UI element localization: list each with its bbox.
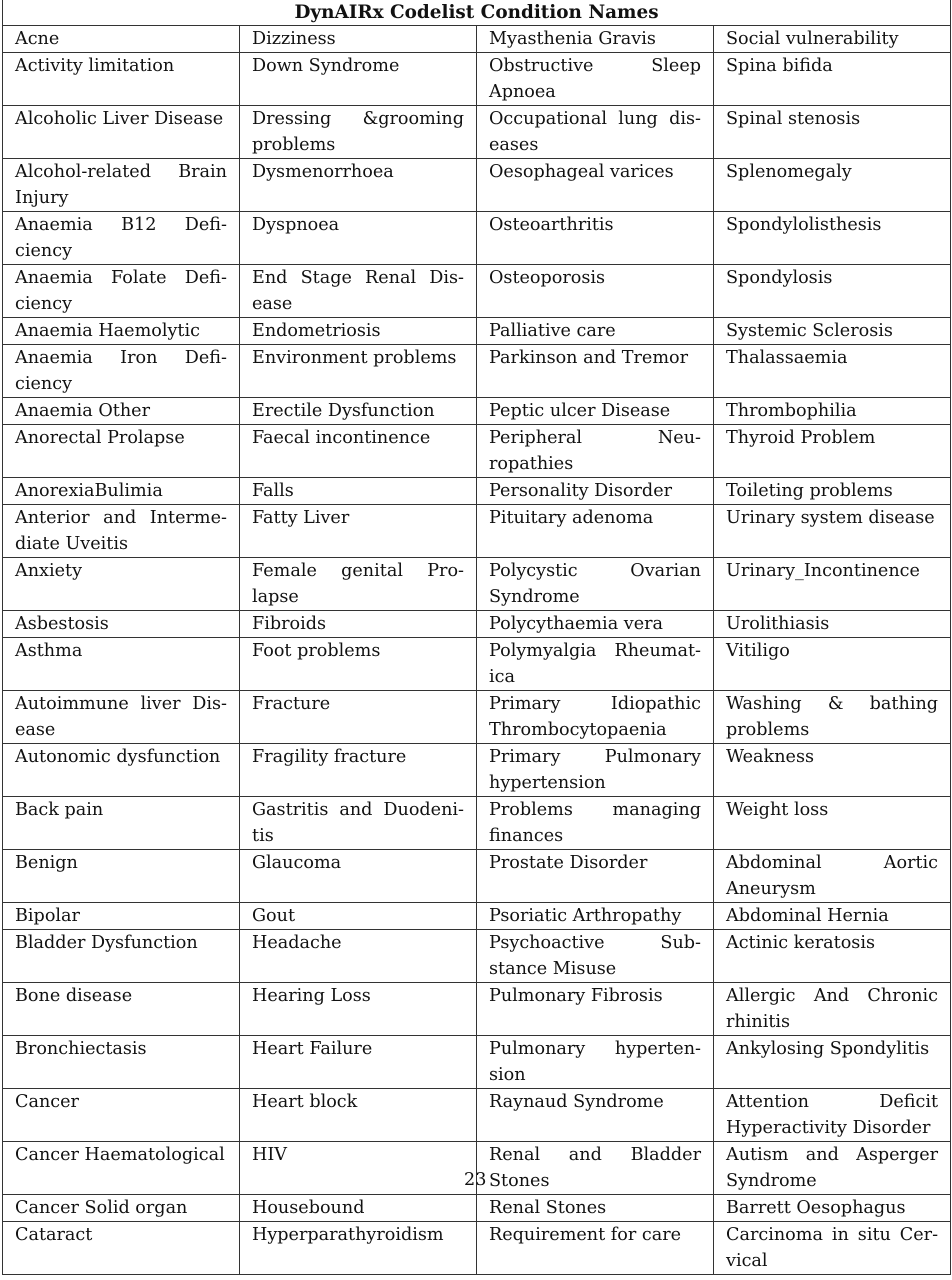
table-cell: Weakness — [714, 744, 951, 797]
table-cell: Acne — [3, 26, 240, 53]
table-cell: Falls — [240, 478, 477, 505]
table-row — [3, 691, 951, 744]
table-row — [3, 983, 951, 1036]
table-cell: Anaemia Other — [3, 398, 240, 425]
table-body — [3, 26, 951, 1275]
table-cell: Splenomegaly — [714, 159, 951, 212]
table-cell: Pituitary adenoma — [477, 505, 714, 558]
table-title-row — [3, 0, 951, 26]
table-cell: Cancer Haematological — [3, 1142, 240, 1195]
table-cell: Obstructive Sleep Apnoea — [477, 53, 714, 106]
table-cell: Bipolar — [3, 903, 240, 930]
table-cell: Peptic ulcer Disease — [477, 398, 714, 425]
table-cell: Hyperparathyroidism — [240, 1222, 477, 1275]
table-cell: Cataract — [3, 1222, 240, 1275]
table-cell: Spondylosis — [714, 265, 951, 318]
table-cell: Thrombophilia — [714, 398, 951, 425]
table-row — [3, 1089, 951, 1142]
table-cell: Fibroids — [240, 611, 477, 638]
table-cell: Hearing Loss — [240, 983, 477, 1036]
table-cell: Social vulnerability — [714, 26, 951, 53]
table-cell: Carcinoma in situ Cervical — [714, 1222, 951, 1275]
table-cell: Asbestosis — [3, 611, 240, 638]
table-row — [3, 638, 951, 691]
table-row — [3, 558, 951, 611]
table-cell: Heart block — [240, 1089, 477, 1142]
table-row — [3, 1195, 951, 1222]
table-cell: Vitiligo — [714, 638, 951, 691]
table-cell: Osteoarthritis — [477, 212, 714, 265]
table-cell: Washing & bathing problems — [714, 691, 951, 744]
table-cell: Cancer — [3, 1089, 240, 1142]
table-row — [3, 478, 951, 505]
table-cell: Glaucoma — [240, 850, 477, 903]
table-cell: Foot problems — [240, 638, 477, 691]
table-cell: Headache — [240, 930, 477, 983]
table-cell: Psychoactive Substance Misuse — [477, 930, 714, 983]
table-cell: Spina bifida — [714, 53, 951, 106]
table-cell: Polycystic Ovarian Syndrome — [477, 558, 714, 611]
table-cell: Alcohol-related Brain Injury — [3, 159, 240, 212]
table-cell: Peripheral Neuropathies — [477, 425, 714, 478]
table-cell: Anaemia Folate Deficiency — [3, 265, 240, 318]
table-cell: Fragility fracture — [240, 744, 477, 797]
table-cell: Cancer Solid organ — [3, 1195, 240, 1222]
table-cell: Primary Idiopathic Thrombocytopaenia — [477, 691, 714, 744]
table-row — [3, 611, 951, 638]
table-cell: Pulmonary hypertension — [477, 1036, 714, 1089]
table-cell: Autonomic dysfunction — [3, 744, 240, 797]
table-title: DynAIRx Codelist Condition Names — [3, 0, 951, 26]
table-cell: End Stage Renal Disease — [240, 265, 477, 318]
table-cell: Psoriatic Arthropathy — [477, 903, 714, 930]
table-cell: Endometriosis — [240, 318, 477, 345]
table-cell: Anaemia Haemolytic — [3, 318, 240, 345]
table-cell: Ankylosing Spondylitis — [714, 1036, 951, 1089]
table-cell: Toileting problems — [714, 478, 951, 505]
table-cell: Back pain — [3, 797, 240, 850]
table-cell: Prostate Disorder — [477, 850, 714, 903]
table-cell: Polymyalgia Rheumatica — [477, 638, 714, 691]
table-cell: Anaemia Iron Deficiency — [3, 345, 240, 398]
table-row — [3, 398, 951, 425]
table-cell: Fracture — [240, 691, 477, 744]
table-cell: Anaemia B12 Deficiency — [3, 212, 240, 265]
table-row — [3, 797, 951, 850]
table-cell: Activity limitation — [3, 53, 240, 106]
table-row — [3, 1222, 951, 1275]
table-cell: Pulmonary Fibrosis — [477, 983, 714, 1036]
table-cell: Bone disease — [3, 983, 240, 1036]
table-cell: Gout — [240, 903, 477, 930]
table-cell: Autism and Asperger Syndrome — [714, 1142, 951, 1195]
table-cell: Barrett Oesophagus — [714, 1195, 951, 1222]
page-number: 23 — [464, 1170, 487, 1190]
table-row — [3, 850, 951, 903]
table-row — [3, 53, 951, 106]
table-cell: Anterior and Intermediate Uveitis — [3, 505, 240, 558]
table-cell: Autoimmune liver Disease — [3, 691, 240, 744]
codelist-table — [2, 0, 951, 1275]
table-cell: Abdominal Aortic Aneurysm — [714, 850, 951, 903]
table-cell: Female genital Prolapse — [240, 558, 477, 611]
table-cell: Dysmenorrhoea — [240, 159, 477, 212]
table-cell: Problems managing finances — [477, 797, 714, 850]
table-cell: Renal and Bladder Stones — [477, 1142, 714, 1195]
table-cell: Actinic keratosis — [714, 930, 951, 983]
table-row — [3, 26, 951, 53]
table-cell: Bronchiectasis — [3, 1036, 240, 1089]
table-cell: Environment problems — [240, 345, 477, 398]
table-row — [3, 425, 951, 478]
table-cell: Raynaud Syndrome — [477, 1089, 714, 1142]
table-cell: Myasthenia Gravis — [477, 26, 714, 53]
table-row — [3, 903, 951, 930]
table-row — [3, 1036, 951, 1089]
table-cell: Down Syndrome — [240, 53, 477, 106]
table-cell: Osteoporosis — [477, 265, 714, 318]
table-cell: Palliative care — [477, 318, 714, 345]
table-cell: Personality Disorder — [477, 478, 714, 505]
table-row — [3, 106, 951, 159]
table-cell: Alcoholic Liver Disease — [3, 106, 240, 159]
table-cell: Anxiety — [3, 558, 240, 611]
table-cell: Anorectal Prolapse — [3, 425, 240, 478]
table-cell: Renal Stones — [477, 1195, 714, 1222]
table-row — [3, 505, 951, 558]
table-cell: Dressing &grooming problems — [240, 106, 477, 159]
table-cell: Weight loss — [714, 797, 951, 850]
table-cell: Primary Pulmonary hypertension — [477, 744, 714, 797]
table-row — [3, 930, 951, 983]
table-row — [3, 744, 951, 797]
table-row — [3, 345, 951, 398]
table-cell: Attention Deficit Hyperactivity Disorder — [714, 1089, 951, 1142]
table-cell: Urolithiasis — [714, 611, 951, 638]
table-cell: Housebound — [240, 1195, 477, 1222]
table-row — [3, 265, 951, 318]
table-row — [3, 159, 951, 212]
table-cell: Spondylolisthesis — [714, 212, 951, 265]
table-cell: Abdominal Hernia — [714, 903, 951, 930]
table-row — [3, 212, 951, 265]
table-cell: Heart Failure — [240, 1036, 477, 1089]
table-cell: AnorexiaBulimia — [3, 478, 240, 505]
table-cell: Bladder Dysfunction — [3, 930, 240, 983]
table-cell: Dyspnoea — [240, 212, 477, 265]
table-cell: Systemic Sclerosis — [714, 318, 951, 345]
table-row — [3, 318, 951, 345]
table-cell: Oesophageal varices — [477, 159, 714, 212]
table-cell: Allergic And Chronic rhinitis — [714, 983, 951, 1036]
table-cell: Faecal incontinence — [240, 425, 477, 478]
table-cell: Gastritis and Duodenitis — [240, 797, 477, 850]
table-cell: Thyroid Problem — [714, 425, 951, 478]
table-cell: Benign — [3, 850, 240, 903]
table-cell: Asthma — [3, 638, 240, 691]
table-cell: Urinary system disease — [714, 505, 951, 558]
table-cell: Requirement for care — [477, 1222, 714, 1275]
table-cell: Spinal stenosis — [714, 106, 951, 159]
table-cell: Parkinson and Tremor — [477, 345, 714, 398]
table-cell: Urinary_Incontinence — [714, 558, 951, 611]
table-cell: Thalassaemia — [714, 345, 951, 398]
table-cell: Erectile Dysfunction — [240, 398, 477, 425]
table-cell: Occupational lung diseases — [477, 106, 714, 159]
table-cell: Dizziness — [240, 26, 477, 53]
table-cell: Polycythaemia vera — [477, 611, 714, 638]
table-cell: Fatty Liver — [240, 505, 477, 558]
table-cell: HIV — [240, 1142, 477, 1195]
